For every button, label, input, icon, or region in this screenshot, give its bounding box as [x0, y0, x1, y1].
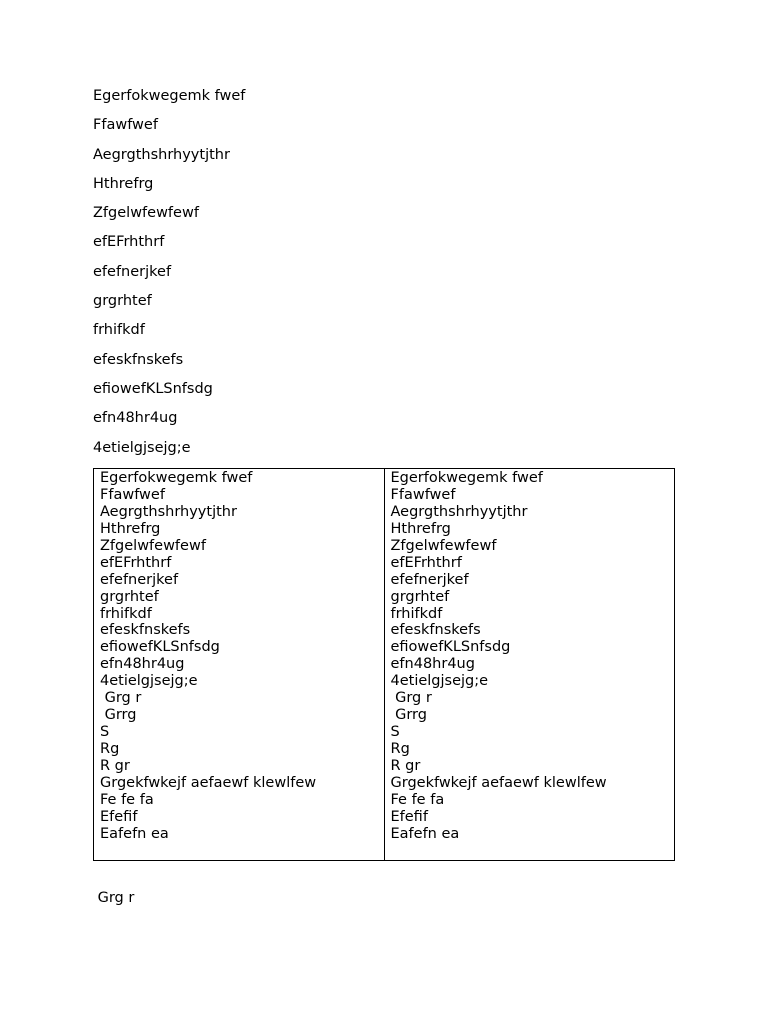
paragraph: efEFrhthrf — [93, 234, 165, 251]
cell-line: Aegrgthshrhyytjthr — [390, 503, 528, 520]
cell-line: Fe fe fa — [100, 791, 154, 808]
cell-line: Aegrgthshrhyytjthr — [100, 503, 237, 520]
cell-line: Efefif — [390, 808, 428, 825]
cell-line: efeskfnskefs — [100, 622, 191, 639]
cell-line: Fe fe fa — [390, 791, 445, 808]
cell-line: frhifkdf — [390, 605, 443, 622]
cell-line: Egerfokwegemk fwef — [100, 470, 253, 486]
cell-line: efiowefKLSnfsdg — [390, 639, 511, 656]
cell-line: efn48hr4ug — [100, 656, 185, 673]
cell-line: Grg r — [390, 690, 432, 707]
cell-line: 4etielgjsejg;e — [390, 673, 489, 690]
paragraph: efefnerjkef — [93, 263, 172, 280]
paragraph: efeskfnskefs — [93, 351, 184, 368]
cell-line: efiowefKLSnfsdg — [100, 639, 220, 656]
cell-line: R gr — [390, 757, 421, 774]
cell-line: Zfgelwfewfewf — [100, 537, 206, 554]
cell-line: Egerfokwegemk fwef — [390, 470, 543, 486]
cell-line: Grrg — [100, 707, 137, 724]
cell-line: Zfgelwfewfewf — [390, 537, 497, 554]
cell-line: efEFrhthrf — [390, 554, 462, 571]
cell-line: Ffawfwef — [390, 486, 456, 503]
paragraph: grgrhtef — [93, 293, 152, 310]
table-cell-left — [94, 469, 385, 861]
cell-line: Rg — [390, 741, 410, 757]
cell-line: Hthrefrg — [100, 520, 161, 537]
cell-line: efefnerjkef — [100, 571, 179, 588]
cell-line: Eafefn ea — [100, 825, 169, 842]
table-row — [94, 469, 675, 861]
cell-line: Efefif — [100, 808, 138, 825]
cell-line: Eafefn ea — [390, 825, 460, 842]
cell-line: Grg r — [100, 690, 142, 707]
cell-line: grgrhtef — [390, 588, 450, 605]
cell-line: efefnerjkef — [390, 571, 469, 588]
paragraph: Hthrefrg — [93, 175, 154, 192]
cell-line: Ffawfwef — [100, 486, 165, 503]
cell-line: S — [100, 724, 110, 741]
paragraph: frhifkdf — [93, 322, 145, 339]
cell-line: efeskfnskefs — [390, 622, 481, 639]
cell-line: Rg — [100, 741, 120, 757]
paragraph: efiowefKLSnfsdg — [93, 380, 213, 397]
paragraph-list — [93, 86, 245, 467]
paragraph: Zfgelwfewfewf — [93, 205, 199, 222]
cell-line: Hthrefrg — [390, 520, 451, 537]
document-table — [93, 468, 675, 861]
cell-line: efEFrhthrf — [100, 554, 172, 571]
cell-line: Grgekfwkejf aefaewf klewlfew — [100, 774, 317, 791]
cell-line: Grrg — [390, 707, 427, 724]
paragraph: efn48hr4ug — [93, 410, 178, 427]
cell-line: S — [390, 724, 400, 741]
cell-line: Grgekfwkejf aefaewf klewlfew — [390, 774, 607, 791]
paragraph: Egerfokwegemk fwef — [93, 88, 246, 104]
cell-line: frhifkdf — [100, 605, 152, 622]
cell-line: 4etielgjsejg;e — [100, 673, 198, 690]
table-cell-right — [384, 469, 675, 861]
paragraph: 4etielgjsejg;e — [93, 439, 191, 456]
paragraph: Aegrgthshrhyytjthr — [93, 146, 230, 163]
cell-line: grgrhtef — [100, 588, 159, 605]
paragraph: Ffawfwef — [93, 117, 158, 134]
cell-line: R gr — [100, 757, 130, 774]
cell-line: efn48hr4ug — [390, 656, 475, 673]
trailing-paragraph: Grg r — [93, 890, 135, 906]
